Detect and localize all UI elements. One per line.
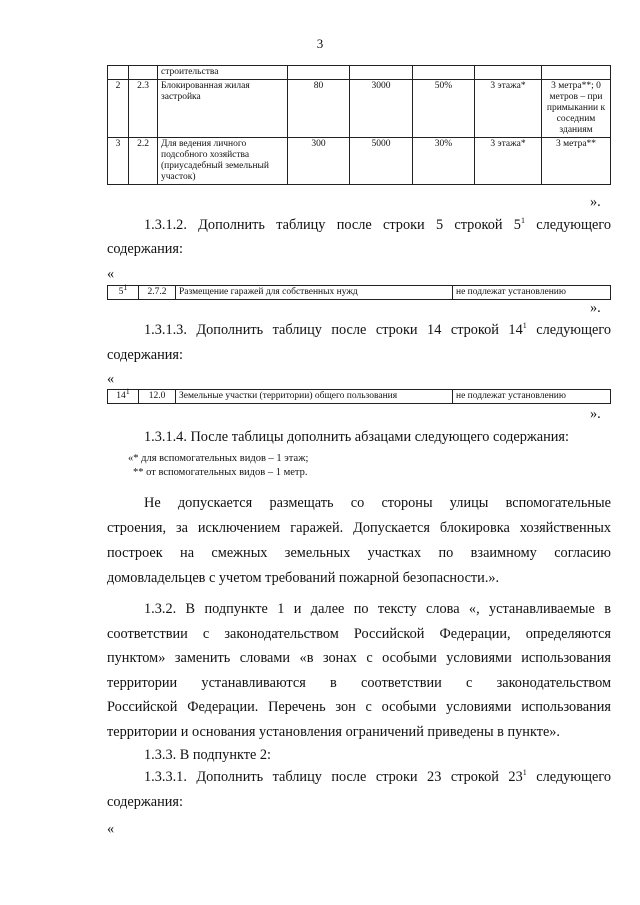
row-value: не подлежат установлению [453, 390, 611, 404]
paragraph-text: 1.3.1.2. Дополнить таблицу после строки 5 строкой 5 [144, 217, 521, 233]
open-quote: « [107, 266, 115, 282]
table-cell-name: строительства [158, 66, 288, 80]
paragraph-text: следующего [526, 322, 611, 338]
paragraph-1-3-2 [107, 597, 611, 744]
text-line: домовладельцев с учетом требований пожарной безопасности.». [107, 570, 500, 586]
superscript: 1 [522, 321, 527, 331]
row-value: не подлежат установлению [453, 286, 611, 300]
table-cell-v4: 3 этажа* [475, 138, 542, 185]
paragraph-1-3-1-2 [144, 213, 611, 237]
paragraph-1-3-3: 1.3.3. В подпункте 2: [144, 747, 272, 763]
table-cell-v3 [413, 66, 475, 80]
paragraph-text: следующего [526, 769, 611, 785]
paragraph-text: следующего [524, 217, 611, 233]
table-cell-v1: 80 [288, 80, 350, 138]
table-row [108, 66, 611, 80]
paragraph-continuation: содержания: [107, 241, 183, 257]
table-cell-no: 3 [108, 138, 129, 185]
table-cell-v5 [542, 66, 611, 80]
text-line: соответствии с законодательством Российской Федерации, определяются [107, 625, 611, 642]
row-number: $5^1$ [108, 286, 139, 300]
table-cell-no: 2 [108, 80, 129, 138]
table-cell-code [129, 66, 158, 80]
paragraph-1-3-1-3 [144, 318, 611, 342]
text-line: строения, за исключением гаражей. Допускается блокировка хозяйственных [107, 520, 611, 536]
table-row [108, 80, 611, 138]
paragraph-text: 1.3.3.1. Дополнить таблицу после строки 23 строкой 23 [144, 769, 523, 785]
land-use-table [107, 65, 611, 185]
table-cell-no [108, 66, 129, 80]
table-cell-v2: 5000 [350, 138, 413, 185]
table-cell-v4 [475, 66, 542, 80]
table-cell-v2: 3000 [350, 80, 413, 138]
text-line: Российской Федерации. Перечень зон с особыми условиями использования [107, 699, 611, 715]
superscript: 1 [522, 768, 527, 778]
paragraph-continuation: содержания: [107, 347, 183, 363]
row-code: 12.0 [139, 390, 176, 404]
close-quote: ». [590, 406, 601, 422]
row-name: Земельные участки (территории) общего пользования [176, 390, 453, 404]
page-number: 3 [316, 36, 324, 51]
close-quote: ». [590, 194, 601, 210]
table-cell-v3: 30% [413, 138, 475, 185]
table-row-14-1 [107, 386, 611, 404]
close-quote: ». [590, 300, 601, 316]
table-cell-v3: 50% [413, 80, 475, 138]
table-cell-v5: 3 метра**; 0 метров – при примыкании к соседним зданиям [542, 80, 611, 138]
text-line: Не допускается размещать со стороны улицы вспомогательные [144, 495, 611, 511]
superscript: 1 [520, 216, 525, 226]
text-line: 1.3.2. В подпункте 1 и далее по тексту слова «, устанавливаемые в [144, 601, 611, 617]
open-quote: « [107, 371, 115, 387]
paragraph-1-3-3-1 [144, 765, 611, 789]
table-cell-name: Блокированная жилая застройка [158, 80, 288, 138]
paragraph-continuation: содержания: [107, 794, 183, 810]
table-cell-v1: 300 [288, 138, 350, 185]
footnote-1: «* для вспомогательных видов – 1 этаж; [128, 453, 309, 464]
row-number: $14^1$ [108, 390, 139, 404]
table-row [108, 138, 611, 185]
table-row-5-1 [107, 282, 611, 300]
text-line: территории и основания установления ограничений приведены в пункте». [107, 723, 561, 740]
footnote-2: ** от вспомогательных видов – 1 метр. [133, 467, 308, 478]
row-name: Размещение гаражей для собственных нужд [176, 286, 453, 300]
open-quote: « [107, 821, 115, 837]
table-cell-code: 2.3 [129, 80, 158, 138]
row-code: 2.7.2 [139, 286, 176, 300]
table-cell-name: Для ведения личного подсобного хозяйства (приусадебный земельный участок) [158, 138, 288, 185]
table-cell-v4: 3 этажа* [475, 80, 542, 138]
table-cell-v2 [350, 66, 413, 80]
table-cell-v5: 3 метра** [542, 138, 611, 185]
text-line: территории устанавливаются в соответствии с законодательством [107, 674, 611, 691]
paragraph-text: 1.3.1.3. Дополнить таблицу после строки 14 строкой 14 [144, 322, 523, 338]
paragraph-1-3-1-4: 1.3.1.4. После таблицы дополнить абзацами следующего содержания: [144, 429, 569, 445]
table-cell-code: 2.2 [129, 138, 158, 185]
table-cell-v1 [288, 66, 350, 80]
text-line: построек на смежных земельных участках по взаимному согласию [107, 545, 611, 561]
paragraph-restrictions [107, 491, 611, 591]
text-line: пунктом» заменить словами «в зонах с особыми условиями использования [107, 650, 611, 666]
